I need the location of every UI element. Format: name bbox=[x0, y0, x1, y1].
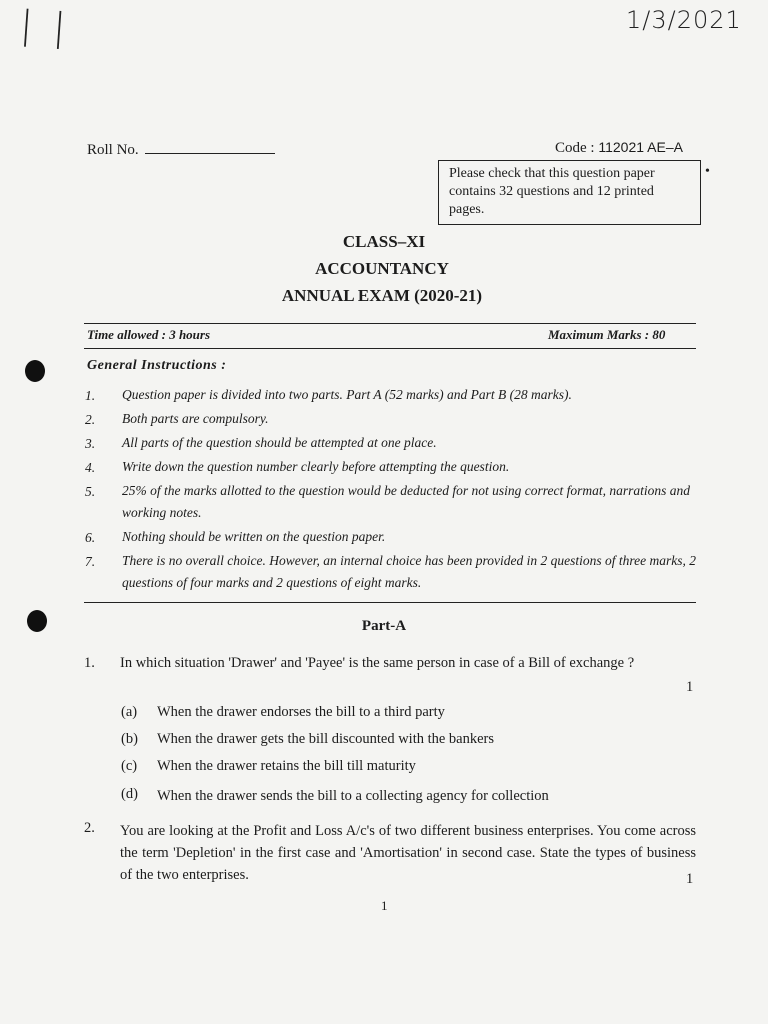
option-label: (d) bbox=[121, 786, 138, 802]
subject-title: ACCOUNTANCY bbox=[315, 259, 449, 278]
option-text: When the drawer sends the bill to a collecting agency for collection bbox=[157, 788, 549, 804]
handwritten-date: 1/3/2021 bbox=[626, 6, 742, 34]
punch-hole bbox=[25, 360, 45, 382]
page-count-notice: Please check that this question paper contains 32 questions and 12 printed pages. bbox=[438, 160, 701, 225]
divider-bottom bbox=[84, 348, 696, 349]
instruction-number: 6. bbox=[85, 530, 96, 545]
part-a-heading: Part-A bbox=[361, 618, 407, 634]
instruction-number: 7. bbox=[85, 554, 96, 569]
instruction-number: 5. bbox=[85, 484, 96, 499]
option-label: (c) bbox=[121, 758, 138, 774]
exam-title: ANNUAL EXAM (2020-21) bbox=[281, 286, 483, 305]
option-text: When the drawer gets the bill discounted with the bankers bbox=[157, 731, 495, 747]
question-number: 2. bbox=[84, 820, 95, 836]
paper-code bbox=[555, 139, 683, 157]
divider-instructions-end bbox=[84, 602, 696, 603]
instruction-number: 3. bbox=[85, 436, 96, 451]
option-label: (b) bbox=[121, 731, 138, 747]
notice-dot: • bbox=[705, 164, 710, 179]
roll-number-field bbox=[87, 141, 275, 159]
instruction-number: 2. bbox=[85, 412, 96, 427]
instruction-text: Write down the question number clearly before attempting the question. bbox=[122, 459, 510, 474]
question-text: In which situation 'Drawer' and 'Payee' is the same person in case of a Bill of exchange ? bbox=[120, 655, 635, 671]
class-title: CLASS–XI bbox=[342, 232, 426, 251]
instruction-number: 1. bbox=[85, 388, 96, 403]
instruction-text: 25% of the marks allotted to the question would be deducted for not using correct format, narrations and working notes. bbox=[122, 483, 690, 520]
instruction-text: Nothing should be written on the question paper. bbox=[122, 529, 386, 544]
option-text: When the drawer endorses the bill to a third party bbox=[157, 704, 445, 720]
paper-code-label: Code : bbox=[555, 140, 595, 156]
option-text: When the drawer retains the bill till maturity bbox=[157, 758, 416, 774]
paper-code-value: 112021 AE–A bbox=[598, 139, 683, 155]
question-number: 1. bbox=[84, 655, 95, 671]
question-text: You are looking at the Profit and Loss A/c's of two different business enterprises. You come across the term 'Depletion' in the first case and 'Amortisation' in second case. State the types of business of the two enterprises. bbox=[120, 823, 696, 883]
divider-top bbox=[84, 323, 696, 324]
instruction-text: Question paper is divided into two parts. Part A (52 marks) and Part B (28 marks). bbox=[122, 387, 572, 402]
question-marks: 1 bbox=[686, 871, 694, 887]
time-allowed: Time allowed : 3 hours bbox=[87, 327, 211, 342]
roll-number-label: Roll No. bbox=[87, 142, 139, 158]
maximum-marks: Maximum Marks : 80 bbox=[548, 327, 666, 342]
page-number: 1 bbox=[381, 898, 388, 913]
handwritten-corner-mark: | | bbox=[18, 2, 72, 50]
roll-number-blank-line bbox=[145, 141, 275, 154]
question-marks: 1 bbox=[686, 679, 694, 695]
instruction-text: All parts of the question should be attempted at one place. bbox=[122, 435, 437, 450]
instruction-text: There is no overall choice. However, an internal choice has been provided in 2 questions of three marks, 2 questions of four marks and 2 questions of eight marks. bbox=[122, 553, 697, 590]
option-label: (a) bbox=[121, 704, 138, 720]
instruction-text: Both parts are compulsory. bbox=[122, 411, 269, 426]
instructions-heading: General Instructions : bbox=[87, 358, 227, 373]
instruction-number: 4. bbox=[85, 460, 96, 475]
